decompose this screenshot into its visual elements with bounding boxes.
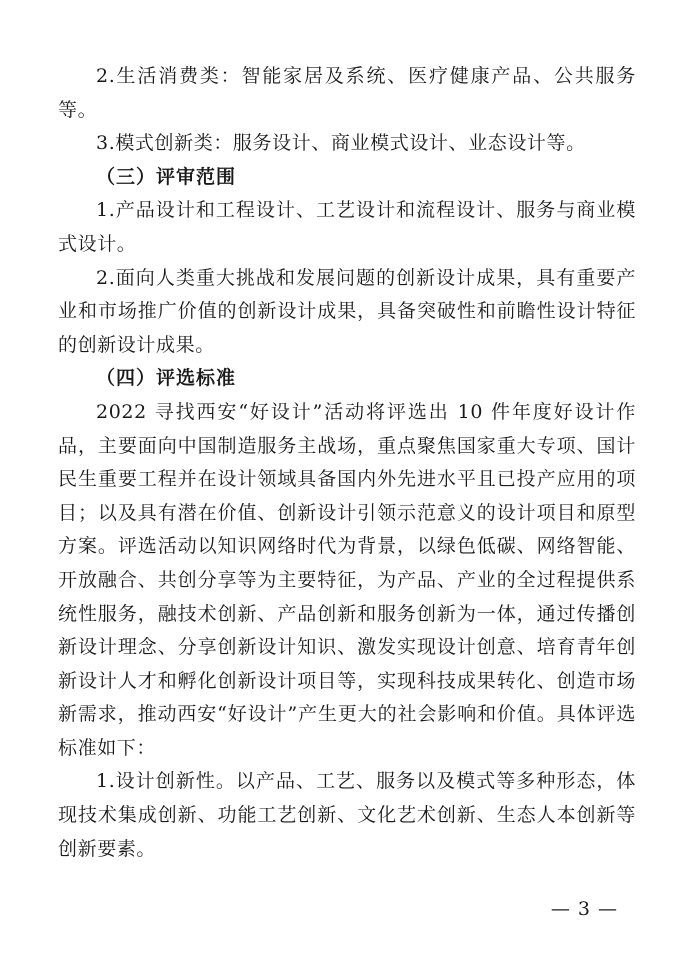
page-number: — 3 — — [550, 898, 618, 920]
section-heading-selection-criteria: （四）评选标准 — [96, 367, 237, 390]
paragraph-scope-item-2: 2.面向人类重大挑战和发展问题的创新设计成果，具有重要产业和市场推广价值的创新设计成果，具备突破性和前瞻性设计特征的创新设计成果。 — [58, 266, 636, 356]
paragraph-lifestyle-category: 2.生活消费类：智能家居及系统、医疗健康产品、公共服务等。 — [58, 65, 636, 121]
paragraph-criteria-item-1: 1.设计创新性。以产品、工艺、服务以及模式等多种形态，体现技术集成创新、功能工艺创新、文化艺术创新、生态人本创新等创新要素。 — [58, 770, 636, 860]
document-body — [58, 60, 636, 866]
section-heading-review-scope: （三）评审范围 — [96, 165, 237, 188]
paragraph-criteria-intro: 2022 寻找西安“好设计”活动将评选出 10 件年度好设计作品，主要面向中国制造服务主战场，重点聚焦国家重大专项、国计民生重要工程并在设计领域具备国内外先进水平且已投产应用的项目；以及具有潜在价值、创新设计引领示范意义的设计项目和原型方案。评选活动以知识网络时代为背景，以绿色低碳、网络智能、开放融合、共创分享等为主要特征，为产品、产业的全过程提供系统性服务，融技术创新、产品创新和服务创新为一体，通过传播创新设计理念、分享创新设计知识、激发实现设计创意、培育青年创新设计人才和孵化创新设计项目等，实现科技成果转化、创造市场新需求，推动西安“好设计”产生更大的社会影响和价值。具体评选标准如下： — [58, 400, 636, 759]
paragraph-scope-item-1: 1.产品设计和工程设计、工艺设计和流程设计、服务与商业模式设计。 — [58, 199, 636, 255]
paragraph-model-innovation-category: 3.模式创新类：服务设计、商业模式设计、业态设计等。 — [96, 132, 586, 155]
